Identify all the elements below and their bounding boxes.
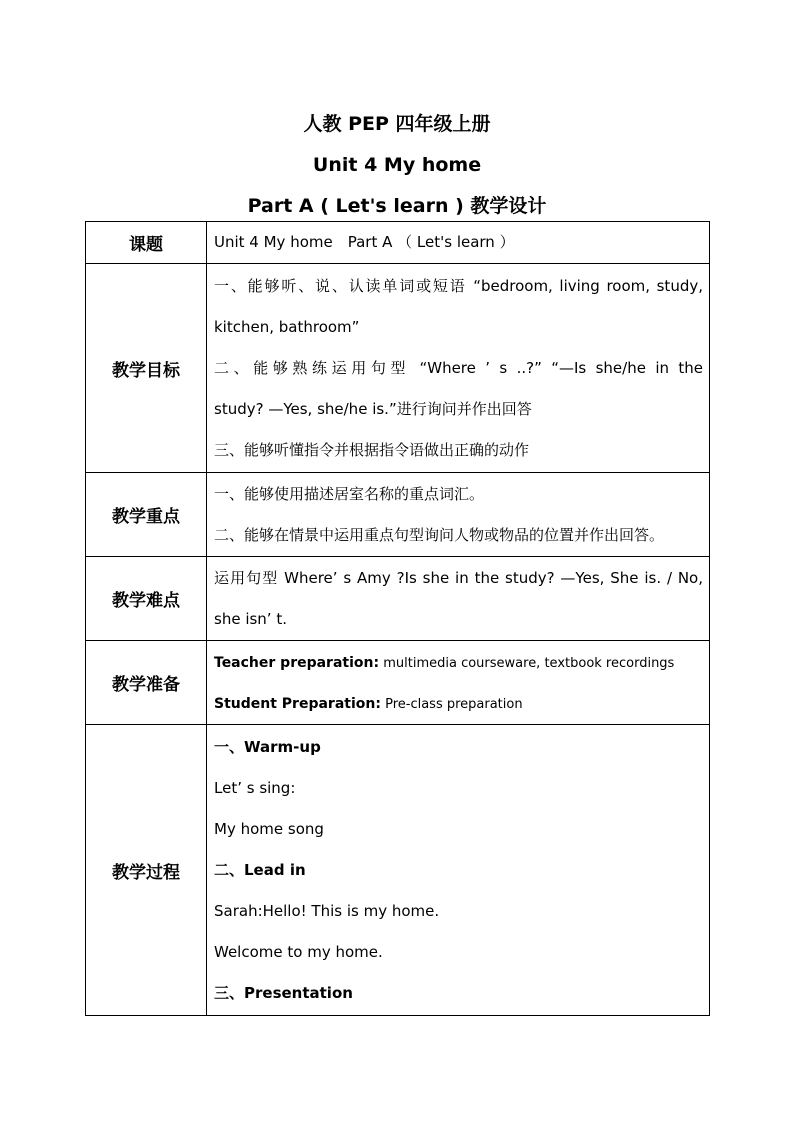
student-preparation-label: Student Preparation: <box>214 695 381 712</box>
row-content-key-points <box>207 473 710 557</box>
section-heading-lead-in: 二、Lead in <box>214 861 306 879</box>
row-content-difficulties <box>207 557 710 641</box>
row-label-objectives: 教学目标 <box>86 264 207 473</box>
row-content-preparation <box>207 641 710 725</box>
section-heading-warm-up: 一、Warm-up <box>214 738 321 756</box>
document-title <box>0 104 794 227</box>
objective-line: 三、能够听懂指令并根据指令语做出正确的动作 <box>214 440 530 459</box>
row-content-process <box>207 725 710 1016</box>
row-label-difficulties: 教学难点 <box>86 557 207 641</box>
process-line: Welcome to my home. <box>214 943 383 961</box>
section-heading-presentation: 三、Presentation <box>214 984 353 1002</box>
row-content-objectives <box>207 264 710 473</box>
teacher-preparation-text: multimedia courseware, textbook recordings <box>379 655 675 671</box>
process-line: Sarah:Hello! This is my home. <box>214 902 440 920</box>
student-preparation-text: Pre-class preparation <box>380 696 523 712</box>
difficulty-line: 运用句型 Where’ s Amy ?Is she in the study? —Yes, She is. / No, <box>214 568 703 587</box>
teacher-preparation-label: Teacher preparation: <box>214 654 380 671</box>
topic-text: Unit 4 My home Part A （ Let's learn ） <box>214 233 515 251</box>
table-row-key-points <box>86 473 710 557</box>
teacher-preparation <box>214 642 703 683</box>
key-point-line: 二、能够在情景中运用重点句型询问人物或物品的位置并作出回答。 <box>214 525 665 544</box>
row-content-topic <box>207 222 710 264</box>
key-point-line: 一、能够使用描述居室名称的重点词汇。 <box>214 484 485 503</box>
table-row-topic <box>86 222 710 264</box>
student-preparation <box>214 683 703 724</box>
lesson-plan-table <box>85 221 710 1016</box>
row-label-preparation: 教学准备 <box>86 641 207 725</box>
title-line-2: Unit 4 My home <box>312 154 482 176</box>
table-row-difficulties <box>86 557 710 641</box>
row-label-process: 教学过程 <box>86 725 207 1016</box>
title-line-1: 人教 PEP 四年级上册 <box>303 113 491 135</box>
table-row-objectives <box>86 264 710 473</box>
objective-line: study? —Yes, she/he is.”进行询问并作出回答 <box>214 399 532 418</box>
title-line-3: Part A ( Let's learn ) 教学设计 <box>247 195 547 217</box>
process-line: My home song <box>214 820 324 838</box>
objective-line: kitchen, bathroom” <box>214 317 360 336</box>
table-row-process <box>86 725 710 1016</box>
objective-line: 一、能够听、说、认读单词或短语 “bedroom, living room, study, <box>214 276 703 295</box>
objective-line: 二、能够熟练运用句型 “Where ’ s ..?” “—Is she/he in the <box>214 358 703 377</box>
table-row-preparation <box>86 641 710 725</box>
row-label-key-points: 教学重点 <box>86 473 207 557</box>
row-label-topic: 课题 <box>86 222 207 264</box>
process-line: Let’ s sing: <box>214 779 296 797</box>
difficulty-line: she isn’ t. <box>214 609 287 628</box>
